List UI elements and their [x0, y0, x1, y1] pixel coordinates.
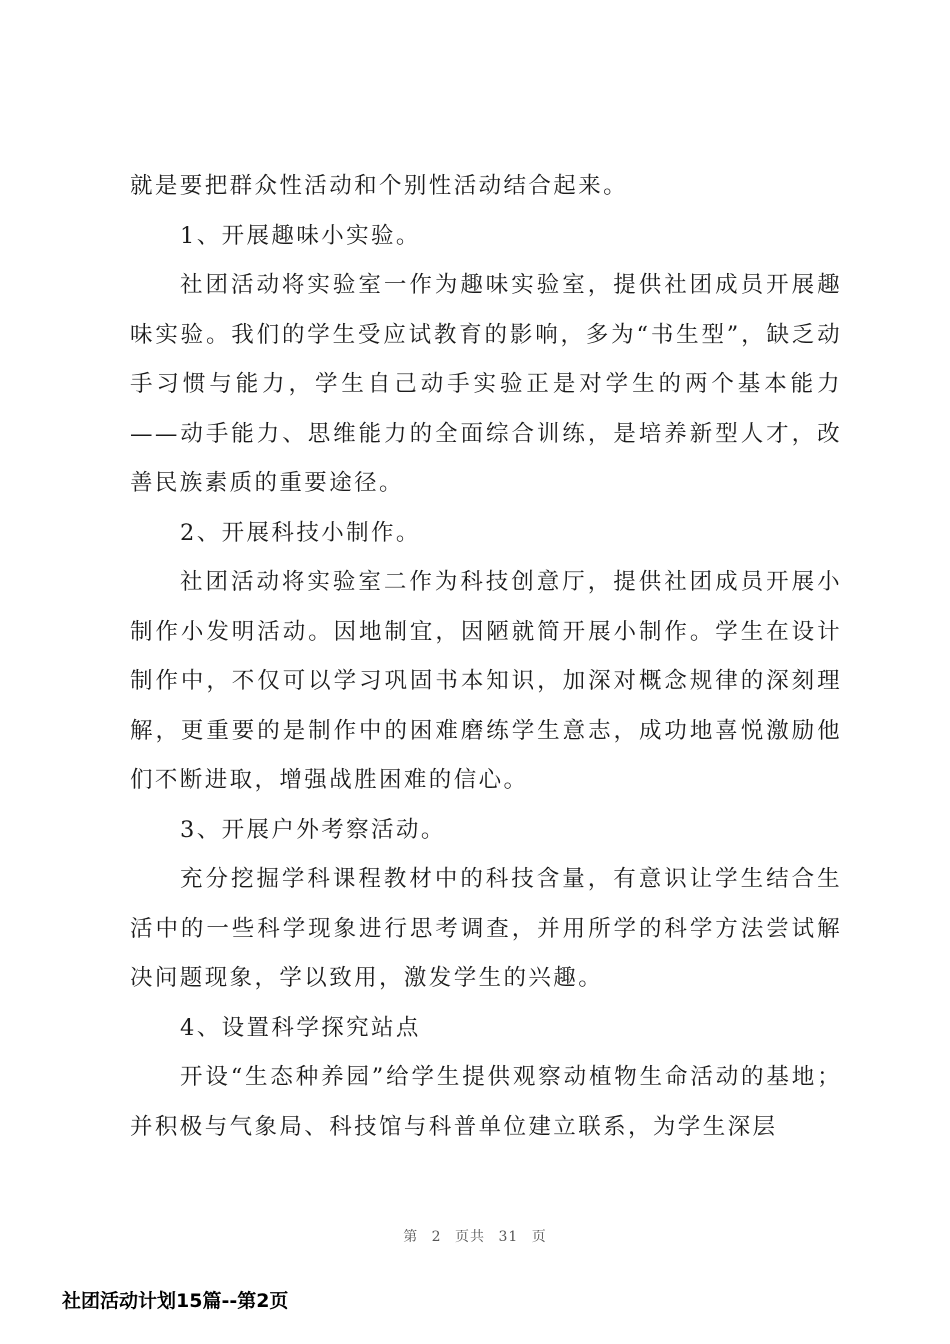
paragraph: 就是要把群众性活动和个别性活动结合起来。: [130, 173, 629, 199]
section-heading: 4、设置科学探究站点: [180, 1014, 421, 1041]
section-heading: 3、开展户外考察活动。: [180, 816, 446, 843]
page-number-footer: 第 2 页共 31 页: [403, 1229, 547, 1245]
paragraph: 充分挖掘学科课程教材中的科技含量，有意识让学生结合生活中的一些科学现象进行思考调查，并用所学的科学方法尝试解决问题现象，学以致用，激发学生的兴趣。: [130, 866, 842, 991]
document-body: [130, 162, 842, 1152]
section-heading: 1、开展趣味小实验。: [180, 222, 421, 249]
document-caption: 社团活动计划15篇--第2页: [62, 1290, 289, 1312]
paragraph: 社团活动将实验室二作为科技创意厅，提供社团成员开展小制作小发明活动。因地制宜，因陋就简开展小制作。学生在设计制作中，不仅可以学习巩固书本知识，加深对概念规律的深刻理解，更重要的是制作中的困难磨练学生意志，成功地喜悦激励他们不断进取，增强战胜困难的信心。: [130, 569, 842, 793]
paragraph: 开设“生态种养园”给学生提供观察动植物生命活动的基地；并积极与气象局、科技馆与科普单位建立联系，为学生深层: [130, 1064, 842, 1140]
paragraph: 社团活动将实验室一作为趣味实验室，提供社团成员开展趣味实验。我们的学生受应试教育的影响，多为“书生型”，缺乏动手习惯与能力，学生自己动手实验正是对学生的两个基本能力——动手能力、思维能力的全面综合训练，是培养新型人才，改善民族素质的重要途径。: [130, 272, 842, 496]
section-heading: 2、开展科技小制作。: [180, 519, 421, 546]
